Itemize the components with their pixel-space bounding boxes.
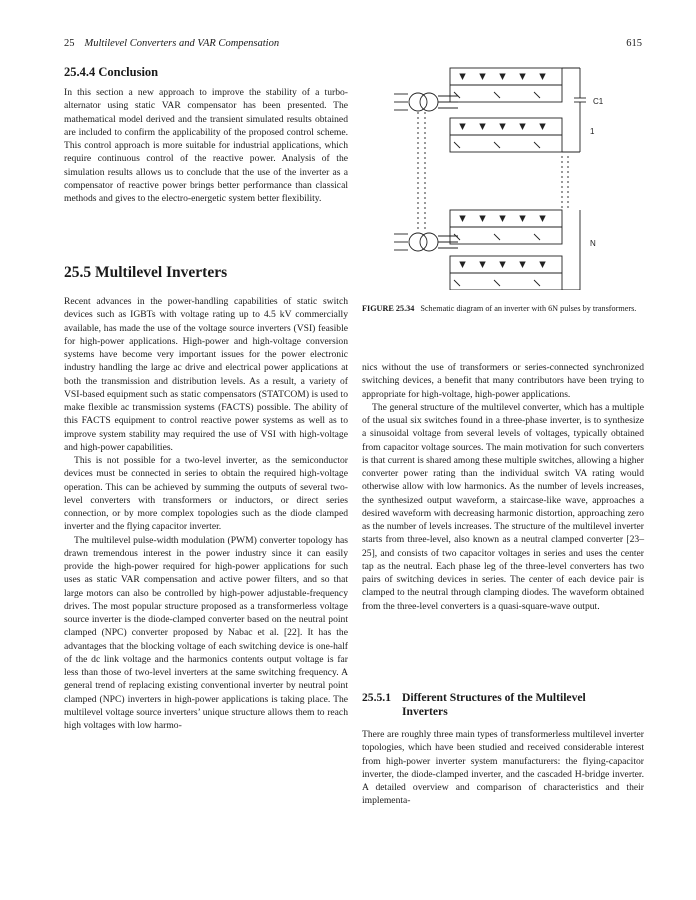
bridge-block-top-a [450,68,562,102]
body-paragraph: This is not possible for a two-level inverter, as the semiconductor devices must be connected in series to obtain the required high-voltage operation. This can be achieved by summing the outputs of several two-level converters with transformers or inductors, or direct series connection, or by more complex topologies such as the diode clamped inverter and the flying capacitor inverter. [64,455,348,533]
chapter-title-text: Multilevel Converters and VAR Compensation [84,38,280,49]
body-paragraph: The multilevel pulse-width modulation (PWM) converter topology has drawn tremendous interest in the power industry since it can easily provide the high-power required for high-power applications for such uses as static VAR compensation and active power filters, and so that large motors can also be controlled by high-power adjustable-frequency drives. The most popular structure proposed as a transformerless voltage source inverter is the diode-clamped converter based on the neutral point clamped (NPC) converter proposed by Nabac et al. [22]. It has the advantages that the blocking voltage of each switching device is one-half of the dc link voltage and the harmonics contents output voltage is far less than those of two-level inverters at the same switching frequency. A general trend of replacing existing conventional inverter by neutral point clamped (NPC) inverters in high-power applications is taking place. The multilevel voltage source inverters’ unique structure allows them to reach high voltages with low harmo- [64,534,348,731]
structures-heading [362,691,644,719]
running-header [64,38,642,49]
page-number: 615 [626,38,642,49]
structures-heading-line2: Inverters [402,705,448,718]
conclusion-heading: 25.4.4 Conclusion [64,65,159,79]
transformer-upper [394,93,438,111]
multilevel-heading: 25.5 Multilevel Inverters [64,264,228,281]
figure-caption-text: Schematic diagram of an inverter with 6N pulses by transformers. [420,304,637,313]
body-paragraph: Recent advances in the power-handling capabilities of static switch devices such as IGBTs with voltage rating up to 4.5 kV commercially available, has made the use of the voltage source inverters (VSI) feasible for high-power applications. High-power and high-voltage conversion systems have become very important issues for the power electronic industry handling the large ac drive and electrical power applications at both the transmission and distribution levels. As a result, a variety of VSI-based equipment such as static compensators (STATCOM) is used to make flexible ac transmission systems (FACTS) possible. The ability of this FACTS equipment to control reactive power systems as well as to improve system stability may required the use of VSI with high-voltage and high-power capabilities. [64,296,348,453]
bridge-block-bottom-b [450,256,562,290]
label-1: 1 [590,127,595,136]
body-paragraph: nics without the use of transformers or series-connected synchronized switching devices, a benefit that many contributors have been trying to appropriate for high-voltage, high-power applications. [362,362,644,400]
figure-label: FIGURE 25.34 [362,304,415,313]
label-c1: C1 [593,97,604,106]
figure-caption [362,303,644,314]
body-paragraph: The general structure of the multilevel converter, which has a multiple of the usual six switches found in a three-phase inverter, is to synthesize a sinusoidal voltage from several levels of voltages, typically obtained from capacitor voltage sources. The main motivation for such converters is that current is shared among these multiple switches, allowing a higher converter power rating than the individual switch VA rating would otherwise allow with low harmonics. As the number of levels increases, the synthesized output waveform, a staircase-like wave, approaches a desired waveform with decreasing harmonic distortion, approaching zero as the number of levels increases. The structure of the multilevel inverter starts from three-level, also known as a neutral clamped converter [23–25], and consists of two capacitor voltages in series and uses the center tap as the neutral. Each phase leg of the three-level converters has two pairs of switching devices in series. The center of each device pair is clamped to the neutral through clamping diodes. The waveform obtained from the three-level converters is a quasi-square-wave output. [362,401,644,612]
structures-heading-line1: Different Structures of the Multilevel [402,691,586,704]
structures-body [362,728,644,808]
multilevel-body-right [362,361,644,613]
chapter-number: 25 [64,38,75,49]
label-n: N [590,239,596,248]
chapter-title [64,38,279,49]
structures-paragraph: There are roughly three main types of transformerless multilevel inverter topologies, which have been studied and received considerable interest from high-power inverter system manufacturers: the flying-capacitor inverter, the diode-clamped inverter, and the cascaded H-bridge inverter. A detailed overview and comparison of characteristics and their implementa- [362,729,644,807]
conclusion-paragraph: In this section a new approach to improve the stability of a turbo-alternator using static VAR compensator has been presented. The mathematical model derived and the transient simulated results obtained are included to confirm the applicability of the proposed control scheme. This control approach is more suitable for industrial applications, which require continuous control of the reactive power. Analysis of the simulation results allows us to conclude that the use of the inverter as a compensator of reactive power brings better performance than classical methods and gives to the electro-energetic system better flexibility. [64,87,348,204]
multilevel-body-left [64,295,348,732]
structures-heading-number: 25.5.1 [362,691,391,704]
conclusion-body [64,86,348,205]
figure-inverter-schematic [380,60,620,290]
bridge-block-top-b [450,118,562,152]
bridge-block-bottom-a [450,210,562,244]
transformer-lower [394,233,438,251]
